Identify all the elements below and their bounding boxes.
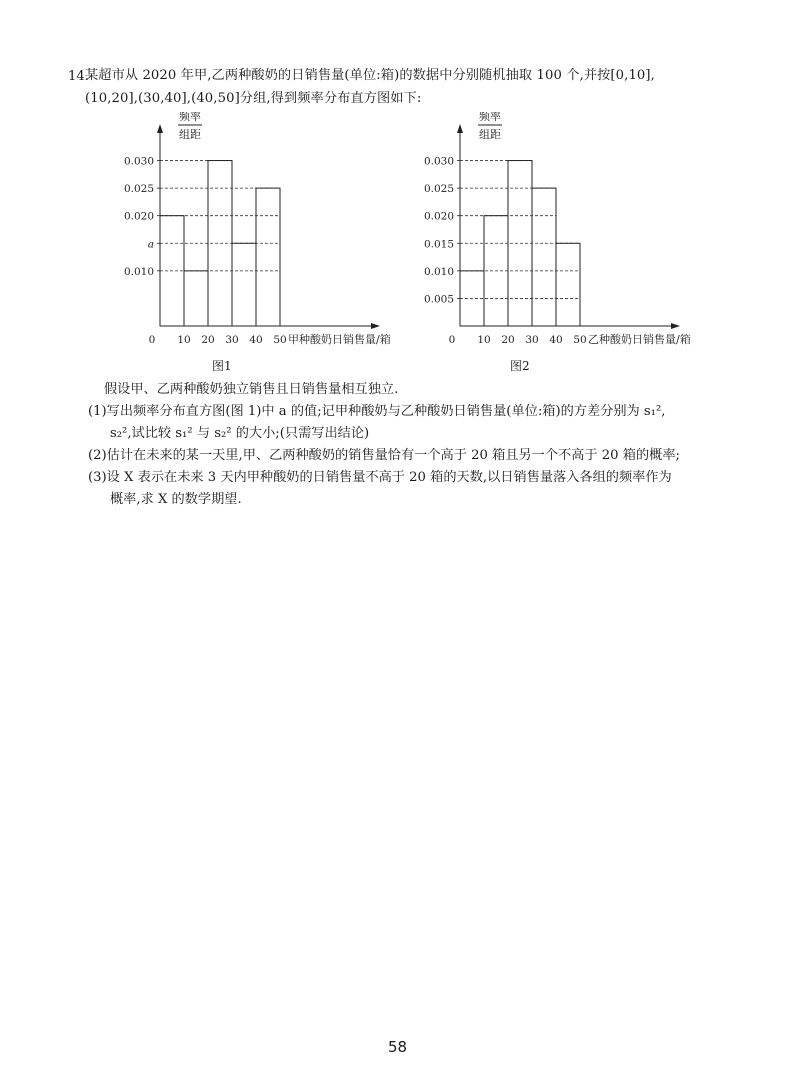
y-axis-label-denominator: 组距 <box>479 128 501 141</box>
histogram-bar <box>232 243 256 326</box>
x-tick-label: 30 <box>225 334 239 346</box>
figure-1-caption: 图1 <box>212 359 232 373</box>
subquestion-3-line-2: 概率,求 X 的数学期望. <box>110 492 242 507</box>
question-stem-line-2: (10,20],(30,40],(40,50]分组,得到频率分布直方图如下: <box>85 91 422 106</box>
y-axis-arrow <box>457 124 463 133</box>
y-axis-arrow <box>157 124 163 133</box>
x-tick-label: 50 <box>573 334 587 346</box>
y-tick-label: 0.010 <box>423 265 454 278</box>
y-axis-label-numerator: 频率 <box>179 112 201 123</box>
y-tick-label: 0.030 <box>123 155 154 168</box>
x-tick-label: 0 <box>148 334 156 346</box>
histogram-bar <box>184 271 208 326</box>
histogram-figure-1 <box>110 112 410 352</box>
question-stem-line-1: 某超市从 2020 年甲,乙两种酸奶的日销售量(单位:箱)的数据中分别随机抽取 100 个,并按[0,10], <box>85 68 655 83</box>
assumption-text: 假设甲、乙两种酸奶独立销售且日销售量相互独立. <box>104 382 399 397</box>
x-tick-label: 40 <box>549 334 563 346</box>
histogram-2-svg <box>410 112 710 352</box>
x-axis-arrow <box>371 323 380 329</box>
histogram-bar <box>256 188 280 326</box>
x-axis-label: 乙种酸奶日销售量/箱 <box>588 333 691 346</box>
y-tick-label: 0.025 <box>423 183 454 196</box>
x-axis-arrow <box>671 323 680 329</box>
x-tick-label: 20 <box>201 334 215 346</box>
subquestion-1-line-1: (1)写出频率分布直方图(图 1)中 a 的值;记甲种酸奶与乙种酸奶日销售量(单位:箱)的方差分别为 s₁², <box>88 404 666 419</box>
x-tick-label: 50 <box>273 334 287 346</box>
question-number: 14. <box>68 69 89 84</box>
figure-2-caption: 图2 <box>510 359 530 373</box>
x-tick-label: 10 <box>477 334 491 346</box>
histogram-figure-2 <box>410 112 710 352</box>
subquestion-1-line-2: s₂²,试比较 s₁² 与 s₂² 的大小;(只需写出结论) <box>110 426 370 441</box>
x-tick-label: 40 <box>249 334 263 346</box>
y-tick-label: a <box>147 238 154 251</box>
x-axis-label: 甲种酸奶日销售量/箱 <box>288 333 391 346</box>
subquestion-2: (2)估计在未来的某一天里,甲、乙两种酸奶的销售量恰有一个高于 20 箱且另一个不高于 20 箱的概率; <box>88 448 680 463</box>
histogram-1-svg <box>110 112 410 352</box>
y-tick-label: 0.020 <box>123 210 154 223</box>
y-axis-label-numerator: 频率 <box>479 112 501 123</box>
x-tick-label: 30 <box>525 334 539 346</box>
y-tick-label: 0.005 <box>423 293 454 306</box>
histogram-bar <box>556 243 580 326</box>
subquestion-3-line-1: (3)设 X 表示在未来 3 天内甲种酸奶的日销售量不高于 20 箱的天数,以日销售量落入各组的频率作为 <box>88 470 672 485</box>
y-tick-label: 0.020 <box>423 210 454 223</box>
histogram-bar <box>532 188 556 326</box>
y-tick-label: 0.030 <box>423 155 454 168</box>
x-tick-label: 20 <box>501 334 515 346</box>
page-number: 58 <box>388 1038 408 1056</box>
y-tick-label: 0.025 <box>123 183 154 196</box>
y-axis-label-denominator: 组距 <box>179 128 201 141</box>
y-tick-label: 0.015 <box>423 238 454 251</box>
x-tick-label: 10 <box>177 334 191 346</box>
y-tick-label: 0.010 <box>123 265 154 278</box>
x-tick-label: 0 <box>448 334 456 346</box>
